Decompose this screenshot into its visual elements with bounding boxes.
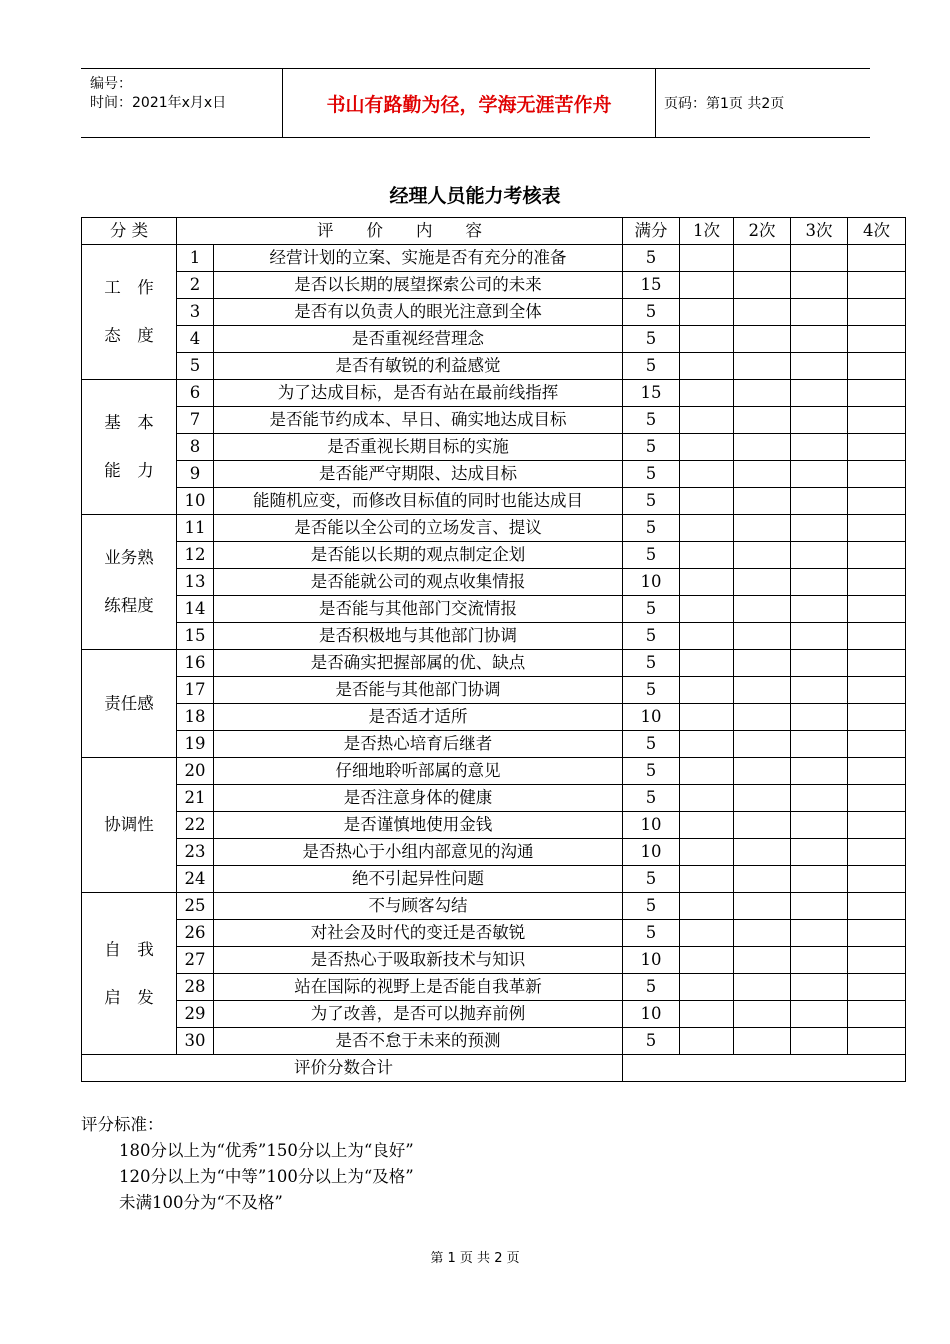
- item-content: 经营计划的立案、实施是否有充分的准备: [214, 245, 623, 272]
- score-cell-attempt-1[interactable]: [680, 245, 734, 272]
- item-number: 4: [177, 326, 214, 353]
- score-cell-attempt-1[interactable]: [680, 677, 734, 704]
- score-cell-attempt-3[interactable]: [791, 542, 848, 569]
- score-cell-attempt-1[interactable]: [680, 569, 734, 596]
- category-label: 协调性: [104, 815, 154, 834]
- score-cell-attempt-4[interactable]: [848, 515, 906, 542]
- score-cell-attempt-4[interactable]: [848, 623, 906, 650]
- score-cell-attempt-1[interactable]: [680, 1028, 734, 1055]
- score-cell-attempt-3[interactable]: [791, 245, 848, 272]
- item-number: 2: [177, 272, 214, 299]
- score-cell-attempt-1[interactable]: [680, 650, 734, 677]
- table-row: [82, 488, 906, 515]
- score-cell-attempt-3[interactable]: [791, 326, 848, 353]
- score-cell-attempt-4[interactable]: [848, 326, 906, 353]
- score-cell-attempt-4[interactable]: [848, 380, 906, 407]
- total-row: [82, 1055, 906, 1082]
- scoring-line: 120分以上为“中等”100分以上为“及格”: [119, 1167, 414, 1186]
- score-cell-attempt-4[interactable]: [848, 947, 906, 974]
- item-number: 21: [177, 785, 214, 812]
- score-cell-attempt-2[interactable]: [734, 461, 791, 488]
- score-cell-attempt-1[interactable]: [680, 893, 734, 920]
- score-cell-attempt-3[interactable]: [791, 407, 848, 434]
- item-content: 是否能与其他部门交流情报: [214, 596, 623, 623]
- category-label: 责任感: [104, 693, 154, 713]
- table-row: [82, 947, 906, 974]
- score-cell-attempt-3[interactable]: [791, 1028, 848, 1055]
- item-content: 是否适才适所: [214, 704, 623, 731]
- score-cell-attempt-4[interactable]: [848, 1028, 906, 1055]
- score-cell-attempt-1[interactable]: [680, 812, 734, 839]
- table-row: [82, 515, 906, 542]
- score-cell-attempt-4[interactable]: [848, 839, 906, 866]
- column-header: 满分: [623, 218, 680, 245]
- category-label: 态 度: [104, 326, 154, 345]
- item-content: 是否重视经营理念: [214, 326, 623, 353]
- score-cell-attempt-2[interactable]: [734, 1001, 791, 1028]
- score-cell-attempt-1[interactable]: [680, 866, 734, 893]
- table-row: [82, 380, 906, 407]
- score-cell-attempt-3[interactable]: [791, 785, 848, 812]
- score-cell-attempt-4[interactable]: [848, 353, 906, 380]
- item-content: 是否能以全公司的立场发言、提议: [214, 515, 623, 542]
- score-cell-attempt-3[interactable]: [791, 920, 848, 947]
- full-score: 15: [623, 380, 680, 407]
- score-cell-attempt-4[interactable]: [848, 650, 906, 677]
- table-row: [82, 353, 906, 380]
- score-cell-attempt-1[interactable]: [680, 839, 734, 866]
- full-score: 5: [623, 677, 680, 704]
- item-number: 11: [177, 515, 214, 542]
- item-number: 6: [177, 380, 214, 407]
- score-cell-attempt-3[interactable]: [791, 299, 848, 326]
- item-content: 是否重视长期目标的实施: [214, 434, 623, 461]
- full-score: 10: [623, 812, 680, 839]
- score-cell-attempt-2[interactable]: [734, 758, 791, 785]
- score-cell-attempt-2[interactable]: [734, 326, 791, 353]
- table-row: [82, 920, 906, 947]
- score-cell-attempt-4[interactable]: [848, 434, 906, 461]
- score-cell-attempt-3[interactable]: [791, 893, 848, 920]
- item-number: 8: [177, 434, 214, 461]
- score-cell-attempt-3[interactable]: [791, 488, 848, 515]
- table-row: [82, 704, 906, 731]
- assessment-table: [81, 217, 906, 1082]
- full-score: 5: [623, 1028, 680, 1055]
- score-cell-attempt-1[interactable]: [680, 407, 734, 434]
- score-cell-attempt-1[interactable]: [680, 299, 734, 326]
- item-number: 3: [177, 299, 214, 326]
- item-number: 16: [177, 650, 214, 677]
- score-cell-attempt-1[interactable]: [680, 920, 734, 947]
- item-number: 9: [177, 461, 214, 488]
- full-score: 10: [623, 569, 680, 596]
- category-cell: [82, 893, 177, 1055]
- score-cell-attempt-3[interactable]: [791, 569, 848, 596]
- item-number: 15: [177, 623, 214, 650]
- item-number: 26: [177, 920, 214, 947]
- score-cell-attempt-2[interactable]: [734, 245, 791, 272]
- scoring-standard: [81, 1112, 414, 1216]
- item-content: 是否有敏锐的利益感觉: [214, 353, 623, 380]
- full-score: 5: [623, 731, 680, 758]
- score-cell-attempt-3[interactable]: [791, 812, 848, 839]
- item-number: 28: [177, 974, 214, 1001]
- score-cell-attempt-2[interactable]: [734, 812, 791, 839]
- score-cell-attempt-3[interactable]: [791, 272, 848, 299]
- score-cell-attempt-3[interactable]: [791, 1001, 848, 1028]
- table-row: [82, 758, 906, 785]
- full-score: 5: [623, 515, 680, 542]
- full-score: 5: [623, 893, 680, 920]
- item-content: 绝不引起异性问题: [214, 866, 623, 893]
- full-score: 5: [623, 596, 680, 623]
- score-cell-attempt-2[interactable]: [734, 866, 791, 893]
- score-cell-attempt-1[interactable]: [680, 731, 734, 758]
- score-cell-attempt-1[interactable]: [680, 434, 734, 461]
- score-cell-attempt-2[interactable]: [734, 947, 791, 974]
- score-cell-attempt-1[interactable]: [680, 326, 734, 353]
- full-score: 5: [623, 326, 680, 353]
- category-label: 练程度: [104, 596, 154, 615]
- table-row: [82, 1028, 906, 1055]
- item-number: 17: [177, 677, 214, 704]
- score-cell-attempt-1[interactable]: [680, 974, 734, 1001]
- score-cell-attempt-2[interactable]: [734, 893, 791, 920]
- score-cell-attempt-4[interactable]: [848, 1001, 906, 1028]
- column-header: 评 价 内 容: [177, 218, 623, 245]
- score-cell-attempt-3[interactable]: [791, 677, 848, 704]
- score-cell-attempt-3[interactable]: [791, 434, 848, 461]
- table-row: [82, 407, 906, 434]
- item-number: 22: [177, 812, 214, 839]
- score-cell-attempt-4[interactable]: [848, 974, 906, 1001]
- score-cell-attempt-2[interactable]: [734, 407, 791, 434]
- table-row: [82, 677, 906, 704]
- category-cell: [82, 650, 177, 758]
- score-cell-attempt-1[interactable]: [680, 272, 734, 299]
- score-cell-attempt-4[interactable]: [848, 812, 906, 839]
- number-label: 编号：: [90, 76, 132, 92]
- page-footer: 第 1 页 共 2 页: [430, 1251, 520, 1266]
- item-number: 10: [177, 488, 214, 515]
- score-cell-attempt-1[interactable]: [680, 461, 734, 488]
- score-cell-attempt-2[interactable]: [734, 542, 791, 569]
- item-content: 不与顾客勾结: [214, 893, 623, 920]
- score-cell-attempt-1[interactable]: [680, 596, 734, 623]
- table-row: [82, 893, 906, 920]
- table-row: [82, 461, 906, 488]
- score-cell-attempt-2[interactable]: [734, 677, 791, 704]
- item-content: 是否能节约成本、早日、确实地达成目标: [214, 407, 623, 434]
- item-number: 1: [177, 245, 214, 272]
- item-content: 仔细地聆听部属的意见: [214, 758, 623, 785]
- score-cell-attempt-1[interactable]: [680, 704, 734, 731]
- table-row: [82, 839, 906, 866]
- table-row: [82, 299, 906, 326]
- full-score: 5: [623, 461, 680, 488]
- table-row: [82, 542, 906, 569]
- item-number: 20: [177, 758, 214, 785]
- item-content: 是否以长期的展望探索公司的未来: [214, 272, 623, 299]
- item-content: 是否能就公司的观点收集情报: [214, 569, 623, 596]
- scoring-line: 未满100分为“不及格”: [119, 1193, 283, 1212]
- score-cell-attempt-4[interactable]: [848, 758, 906, 785]
- score-cell-attempt-3[interactable]: [791, 731, 848, 758]
- table-row: [82, 974, 906, 1001]
- full-score: 5: [623, 407, 680, 434]
- score-cell-attempt-1[interactable]: [680, 758, 734, 785]
- score-cell-attempt-2[interactable]: [734, 515, 791, 542]
- scoring-line: 180分以上为“优秀”150分以上为“良好”: [119, 1141, 414, 1160]
- full-score: 5: [623, 353, 680, 380]
- item-content: 是否注意身体的健康: [214, 785, 623, 812]
- score-cell-attempt-4[interactable]: [848, 542, 906, 569]
- table-row: [82, 272, 906, 299]
- item-content: 能随机应变，而修改目标值的同时也能达成目: [214, 488, 623, 515]
- score-cell-attempt-2[interactable]: [734, 839, 791, 866]
- score-cell-attempt-4[interactable]: [848, 488, 906, 515]
- full-score: 10: [623, 704, 680, 731]
- total-score-cell[interactable]: [623, 1055, 906, 1082]
- score-cell-attempt-1[interactable]: [680, 353, 734, 380]
- table-row: [82, 434, 906, 461]
- table-row: [82, 731, 906, 758]
- category-label: 工 作: [104, 278, 154, 297]
- item-content: 是否不怠于未来的预测: [214, 1028, 623, 1055]
- full-score: 10: [623, 947, 680, 974]
- full-score: 5: [623, 623, 680, 650]
- score-cell-attempt-3[interactable]: [791, 515, 848, 542]
- table-row: [82, 326, 906, 353]
- item-number: 12: [177, 542, 214, 569]
- score-cell-attempt-2[interactable]: [734, 920, 791, 947]
- score-cell-attempt-2[interactable]: [734, 704, 791, 731]
- score-cell-attempt-3[interactable]: [791, 704, 848, 731]
- item-content: 是否确实把握部属的优、缺点: [214, 650, 623, 677]
- item-number: 19: [177, 731, 214, 758]
- score-cell-attempt-1[interactable]: [680, 947, 734, 974]
- category-label: 业务熟: [104, 548, 154, 567]
- total-label: 评价分数合计: [82, 1055, 623, 1082]
- document-header: [81, 68, 870, 138]
- full-score: 5: [623, 650, 680, 677]
- table-row: [82, 650, 906, 677]
- score-cell-attempt-4[interactable]: [848, 893, 906, 920]
- table-header-row: [82, 218, 906, 245]
- table-row: [82, 596, 906, 623]
- category-label: 启 发: [104, 987, 154, 1007]
- score-cell-attempt-3[interactable]: [791, 758, 848, 785]
- score-cell-attempt-3[interactable]: [791, 461, 848, 488]
- header-meta: [81, 69, 281, 137]
- category-label: 能 力: [104, 461, 154, 480]
- scoring-heading: 评分标准：: [81, 1115, 164, 1134]
- score-cell-attempt-4[interactable]: [848, 461, 906, 488]
- score-cell-attempt-2[interactable]: [734, 380, 791, 407]
- score-cell-attempt-3[interactable]: [791, 866, 848, 893]
- category-cell: [82, 380, 177, 515]
- item-content: 对社会及时代的变迁是否敏锐: [214, 920, 623, 947]
- score-cell-attempt-2[interactable]: [734, 650, 791, 677]
- header-motto: 书山有路勤为径，学海无涯苦作舟: [282, 69, 656, 137]
- full-score: 5: [623, 866, 680, 893]
- item-content: 是否能与其他部门协调: [214, 677, 623, 704]
- score-cell-attempt-2[interactable]: [734, 299, 791, 326]
- full-score: 5: [623, 758, 680, 785]
- score-cell-attempt-4[interactable]: [848, 272, 906, 299]
- column-header: 1次: [680, 218, 734, 245]
- column-header: 2次: [734, 218, 791, 245]
- item-content: 为了改善，是否可以抛弃前例: [214, 1001, 623, 1028]
- full-score: 5: [623, 785, 680, 812]
- item-number: 27: [177, 947, 214, 974]
- score-cell-attempt-3[interactable]: [791, 947, 848, 974]
- score-cell-attempt-3[interactable]: [791, 596, 848, 623]
- score-cell-attempt-2[interactable]: [734, 434, 791, 461]
- table-row: [82, 569, 906, 596]
- full-score: 5: [623, 920, 680, 947]
- score-cell-attempt-2[interactable]: [734, 785, 791, 812]
- category-cell: [82, 245, 177, 380]
- score-cell-attempt-4[interactable]: [848, 920, 906, 947]
- item-number: 7: [177, 407, 214, 434]
- table-row: [82, 245, 906, 272]
- item-content: 站在国际的视野上是否能自我革新: [214, 974, 623, 1001]
- score-cell-attempt-2[interactable]: [734, 623, 791, 650]
- column-header: 分 类: [82, 218, 177, 245]
- score-cell-attempt-2[interactable]: [734, 974, 791, 1001]
- item-number: 24: [177, 866, 214, 893]
- item-number: 23: [177, 839, 214, 866]
- category-label: 自 我: [104, 939, 154, 959]
- score-cell-attempt-1[interactable]: [680, 380, 734, 407]
- item-number: 13: [177, 569, 214, 596]
- page-title: 经理人员能力考核表: [389, 185, 561, 207]
- score-cell-attempt-1[interactable]: [680, 623, 734, 650]
- item-content: 是否能严守期限、达成目标: [214, 461, 623, 488]
- score-cell-attempt-4[interactable]: [848, 299, 906, 326]
- category-label: 基 本: [104, 413, 154, 432]
- item-number: 25: [177, 893, 214, 920]
- full-score: 5: [623, 299, 680, 326]
- score-cell-attempt-1[interactable]: [680, 515, 734, 542]
- score-cell-attempt-3[interactable]: [791, 380, 848, 407]
- score-cell-attempt-4[interactable]: [848, 731, 906, 758]
- score-cell-attempt-3[interactable]: [791, 839, 848, 866]
- score-cell-attempt-1[interactable]: [680, 785, 734, 812]
- column-header: 4次: [848, 218, 906, 245]
- table-row: [82, 785, 906, 812]
- score-cell-attempt-1[interactable]: [680, 1001, 734, 1028]
- header-page-info: 页码：第1页 共2页: [664, 96, 785, 112]
- category-cell: [82, 758, 177, 893]
- time-label: 时间：2021年x月x日: [90, 95, 227, 111]
- full-score: 5: [623, 245, 680, 272]
- score-cell-attempt-4[interactable]: [848, 704, 906, 731]
- item-content: 是否谨慎地使用金钱: [214, 812, 623, 839]
- item-content: 是否能以长期的观点制定企划: [214, 542, 623, 569]
- table-row: [82, 812, 906, 839]
- category-cell: [82, 515, 177, 650]
- score-cell-attempt-4[interactable]: [848, 785, 906, 812]
- score-cell-attempt-4[interactable]: [848, 407, 906, 434]
- item-content: 是否热心于小组内部意见的沟通: [214, 839, 623, 866]
- score-cell-attempt-2[interactable]: [734, 272, 791, 299]
- score-cell-attempt-4[interactable]: [848, 596, 906, 623]
- score-cell-attempt-3[interactable]: [791, 623, 848, 650]
- score-cell-attempt-1[interactable]: [680, 488, 734, 515]
- full-score: 10: [623, 1001, 680, 1028]
- item-content: 是否有以负责人的眼光注意到全体: [214, 299, 623, 326]
- score-cell-attempt-4[interactable]: [848, 866, 906, 893]
- full-score: 5: [623, 434, 680, 461]
- score-cell-attempt-4[interactable]: [848, 245, 906, 272]
- table-row: [82, 866, 906, 893]
- item-number: 5: [177, 353, 214, 380]
- item-content: 为了达成目标，是否有站在最前线指挥: [214, 380, 623, 407]
- full-score: 5: [623, 974, 680, 1001]
- table-row: [82, 623, 906, 650]
- table-row: [82, 1001, 906, 1028]
- score-cell-attempt-2[interactable]: [734, 353, 791, 380]
- score-cell-attempt-2[interactable]: [734, 731, 791, 758]
- column-header: 3次: [791, 218, 848, 245]
- item-content: 是否积极地与其他部门协调: [214, 623, 623, 650]
- item-content: 是否热心于吸取新技术与知识: [214, 947, 623, 974]
- full-score: 5: [623, 542, 680, 569]
- score-cell-attempt-2[interactable]: [734, 488, 791, 515]
- score-cell-attempt-2[interactable]: [734, 596, 791, 623]
- score-cell-attempt-3[interactable]: [791, 353, 848, 380]
- full-score: 5: [623, 488, 680, 515]
- score-cell-attempt-1[interactable]: [680, 542, 734, 569]
- item-number: 30: [177, 1028, 214, 1055]
- full-score: 15: [623, 272, 680, 299]
- score-cell-attempt-4[interactable]: [848, 569, 906, 596]
- item-number: 14: [177, 596, 214, 623]
- full-score: 10: [623, 839, 680, 866]
- score-cell-attempt-3[interactable]: [791, 974, 848, 1001]
- item-number: 18: [177, 704, 214, 731]
- score-cell-attempt-2[interactable]: [734, 569, 791, 596]
- item-content: 是否热心培育后继者: [214, 731, 623, 758]
- score-cell-attempt-3[interactable]: [791, 650, 848, 677]
- item-number: 29: [177, 1001, 214, 1028]
- score-cell-attempt-2[interactable]: [734, 1028, 791, 1055]
- score-cell-attempt-4[interactable]: [848, 677, 906, 704]
